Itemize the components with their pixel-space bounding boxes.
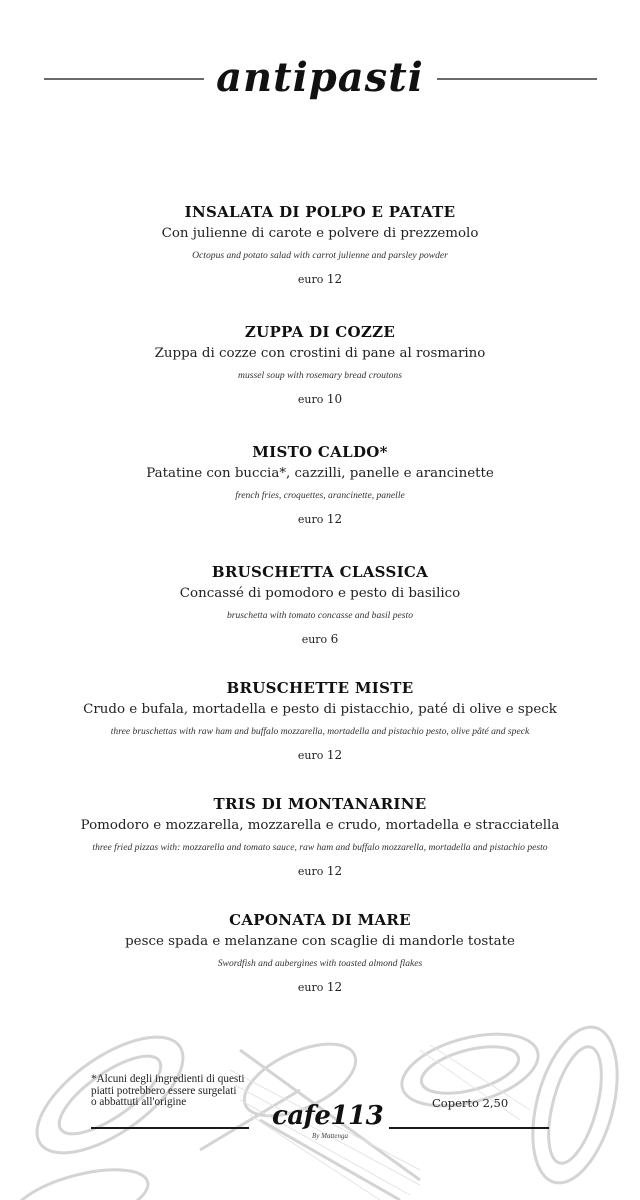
menu-list — [0, 200, 640, 1028]
menu-item — [0, 440, 640, 560]
item-name: MISTO CALDO* — [252, 443, 388, 461]
item-name: TRIS DI MONTANARINE — [213, 795, 427, 813]
price-value: 10 — [326, 392, 343, 406]
price-currency: euro — [297, 865, 324, 878]
price-currency: euro — [301, 633, 328, 646]
item-description: Zuppa di cozze con crostini di pane al rosmarino — [154, 346, 486, 361]
cover-charge: Coperto 2,50 — [432, 1096, 509, 1110]
item-description: Concassé di pomodoro e pesto di basilico — [179, 586, 461, 601]
note-line: piatti potrebbero essere surgelati — [91, 1084, 237, 1097]
footer-rule-left — [91, 1127, 249, 1129]
item-name: BRUSCHETTA CLASSICA — [211, 563, 429, 581]
item-description: pesce spada e melanzane con scaglie di mandorle tostate — [125, 934, 515, 949]
item-name: INSALATA DI POLPO E PATATE — [184, 203, 456, 221]
logo-wordmark: cafe113 — [272, 1101, 384, 1131]
menu-item — [0, 676, 640, 792]
price-value: 12 — [326, 272, 343, 286]
item-name: CAPONATA DI MARE — [229, 911, 411, 929]
price-value: 12 — [326, 512, 343, 526]
frozen-ingredients-note — [91, 1074, 291, 1109]
item-description: Patatine con buccia*, cazzilli, panelle e arancinette — [146, 466, 494, 481]
price-currency: euro — [297, 981, 324, 994]
price-value: 12 — [326, 980, 343, 994]
item-price — [0, 271, 640, 288]
item-english: french fries, croquettes, arancinette, panelle — [235, 490, 405, 501]
logo-tagline: By Mattenga — [312, 1132, 348, 1140]
menu-item — [0, 200, 640, 320]
item-english: mussel soup with rosemary bread croutons — [238, 370, 402, 381]
price-currency: euro — [297, 749, 324, 762]
item-price — [0, 631, 640, 648]
cafe-logo — [272, 1100, 384, 1150]
note-line: *Alcuni degli ingredienti di questi — [91, 1073, 245, 1085]
header-rule-right — [437, 78, 597, 80]
item-price — [0, 979, 640, 996]
item-price — [0, 391, 640, 408]
menu-item — [0, 792, 640, 908]
menu-item — [0, 908, 640, 1028]
menu-item — [0, 320, 640, 440]
price-value: 12 — [326, 748, 343, 762]
item-english: Swordfish and aubergines with toasted almond flakes — [217, 958, 423, 969]
price-value: 12 — [326, 864, 343, 878]
item-price — [0, 863, 640, 880]
item-description: Pomodoro e mozzarella, mozzarella e crudo, mortadella e stracciatella — [80, 818, 560, 833]
section-title: antipasti — [216, 54, 424, 101]
item-description: Crudo e bufala, mortadella e pesto di pistacchio, paté di olive e speck — [83, 702, 557, 717]
item-name: ZUPPA DI COZZE — [244, 323, 396, 341]
price-currency: euro — [297, 513, 324, 526]
item-english: three bruschettas with raw ham and buffalo mozzarella, mortadella and pistachio pesto, olive pâté and speck — [110, 726, 530, 737]
footer-rule-right — [389, 1127, 549, 1129]
item-english: bruschetta with tomato concasse and basil pesto — [226, 610, 413, 621]
item-description: Con julienne di carote e polvere di prezzemolo — [161, 226, 479, 241]
item-english: three fried pizzas with: mozzarella and tomato sauce, raw ham and buffalo mozzarella, mortadella and pistachio pesto — [92, 842, 548, 853]
item-price — [0, 511, 640, 528]
note-line: o abbattuti all'origine — [91, 1096, 187, 1108]
menu-item — [0, 560, 640, 676]
item-price — [0, 747, 640, 764]
section-header — [0, 50, 640, 110]
price-value: 6 — [330, 632, 339, 646]
item-name: BRUSCHETTE MISTE — [226, 679, 414, 697]
price-currency: euro — [297, 393, 324, 406]
item-english: Octopus and potato salad with carrot julienne and parsley powder — [192, 250, 448, 261]
price-currency: euro — [297, 273, 324, 286]
